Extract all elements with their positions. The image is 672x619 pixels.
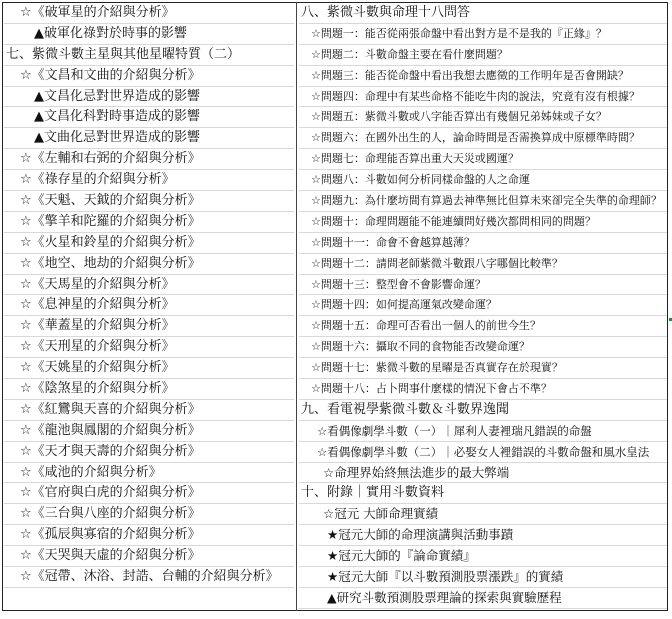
list-item: ☆《華蓋星的介紹與分析》 bbox=[4, 316, 294, 337]
list-item: ☆問題十一：命會不會越算越薄？ bbox=[299, 233, 667, 254]
list-item: ☆《冠帶、沐浴、封誥、台輔的介紹與分析》 bbox=[4, 567, 294, 588]
list-item: ★冠元大師『以斗數預測股票漲跌』的實績 bbox=[299, 567, 667, 588]
list-item: ☆問題十三：整型會不會影響命運？ bbox=[299, 275, 667, 296]
list-item: ▲文昌化忌對世界造成的影響 bbox=[4, 87, 294, 108]
list-item: ☆《咸池的介紹與分析》 bbox=[4, 463, 294, 484]
list-item: ☆《息神星的介紹與分析》 bbox=[4, 295, 294, 316]
list-item: ☆命理界始終無法進步的最大弊端 bbox=[299, 463, 667, 484]
list-item: ☆冠元 大師命理實績 bbox=[299, 504, 667, 525]
list-item: ☆《孤辰與寡宿的介紹與分析》 bbox=[4, 525, 294, 546]
list-item: ☆問題四：命理中有某些命格不能吃牛肉的說法，究竟有沒有根據？ bbox=[299, 87, 667, 108]
list-item: ▲文曲化忌對世界造成的影響 bbox=[4, 128, 294, 149]
section-heading: 十、附錄｜實用斗數資料 bbox=[299, 483, 667, 504]
list-item: ☆問題十八：占卜問事什麼樣的情況下會占不準？ bbox=[299, 379, 667, 400]
list-item: ☆《陰煞星的介紹與分析》 bbox=[4, 379, 294, 400]
list-item: ☆問題三：能否從命盤中看出我想去應徵的工作明年是否會開缺？ bbox=[299, 66, 667, 87]
section-heading: 八、紫微斗數與命理十八問答 bbox=[299, 3, 667, 24]
right-column bbox=[299, 3, 667, 609]
list-item: ☆《三台與八座的介紹與分析》 bbox=[4, 504, 294, 525]
left-column bbox=[4, 3, 294, 588]
list-item: ☆問題七：命理能否算出重大天災或國運？ bbox=[299, 149, 667, 170]
list-item: ☆《天馬星的介紹與分析》 bbox=[4, 275, 294, 296]
list-item: ▲研究斗數預測股票理論的探索與實驗歷程 bbox=[299, 588, 667, 609]
list-item: ☆《天刑星的介紹與分析》 bbox=[4, 337, 294, 358]
list-item: ☆看偶像劇學斗數（二）｜必娶女人裡錯誤的斗數命盤和風水皇法 bbox=[299, 442, 667, 463]
list-item: ☆問題五：紫微斗數或八字能否算出有幾個兄弟姊妹或子女？ bbox=[299, 107, 667, 128]
list-item: ☆《天姚星的介紹與分析》 bbox=[4, 358, 294, 379]
list-item: ☆問題十二：請問老師紫微斗數跟八字哪個比較準？ bbox=[299, 254, 667, 275]
list-item: ☆《龍池與鳳閣的介紹與分析》 bbox=[4, 421, 294, 442]
list-item: ☆問題八：斗數如何分析同樣命盤的人之命運 bbox=[299, 170, 667, 191]
list-item: ★冠元大師的命理演講與活動事蹟 bbox=[299, 525, 667, 546]
list-item: ☆《文昌和文曲的介紹與分析》 bbox=[4, 66, 294, 87]
list-item: ☆問題一：能否從兩張命盤中看出對方是不是我的『正緣』？ bbox=[299, 24, 667, 45]
list-item: ☆《破軍星的介紹與分析》 bbox=[4, 3, 294, 24]
list-item: ☆《天魁、天鉞的介紹與分析》 bbox=[4, 191, 294, 212]
column-divider bbox=[296, 2, 297, 611]
list-item: ▲破軍化祿對於時事的影響 bbox=[4, 24, 294, 45]
list-item: ☆《天才與天壽的介紹與分析》 bbox=[4, 442, 294, 463]
list-item: ☆問題十六：攝取不同的食物能否改變命運？ bbox=[299, 337, 667, 358]
list-item: ☆問題二：斗數命盤主要在看什麼問題？ bbox=[299, 45, 667, 66]
list-item: ☆《天哭與天虛的介紹與分析》 bbox=[4, 546, 294, 567]
section-heading: 七、紫微斗數主星與其他星曜特質（二） bbox=[4, 45, 294, 66]
list-item: ☆《火星和鈴星的介紹與分析》 bbox=[4, 233, 294, 254]
list-item: ☆問題十四：如何提高運氣改變命運？ bbox=[299, 295, 667, 316]
list-item: ☆《祿存星的介紹與分析》 bbox=[4, 170, 294, 191]
list-item: ☆問題九：為什麼坊間有算過去神準無比但算未來卻完全失準的命理師？ bbox=[299, 191, 667, 212]
list-item: ☆問題十七：紫微斗數的星曜是否真實存在於現實？ bbox=[299, 358, 667, 379]
list-item: ▲文昌化科對時事造成的影響 bbox=[4, 107, 294, 128]
list-item: ☆《官府與白虎的介紹與分析》 bbox=[4, 483, 294, 504]
list-item: ☆問題六：在國外出生的人，論命時間是否需換算成中原標準時間？ bbox=[299, 128, 667, 149]
list-item: ☆問題十五：命理可否看出一個人的前世今生？ bbox=[299, 316, 667, 337]
list-item: ☆《地空、地劫的介紹與分析》 bbox=[4, 254, 294, 275]
list-item: ☆《紅鸞與天喜的介紹與分析》 bbox=[4, 400, 294, 421]
list-item: ☆看偶像劇學斗數（一）｜犀利人妻裡瑞凡錯誤的命盤 bbox=[299, 421, 667, 442]
list-item: ☆《左輔和右弼的介紹與分析》 bbox=[4, 149, 294, 170]
list-item: ☆《擎羊和陀羅的介紹與分析》 bbox=[4, 212, 294, 233]
list-item: ★冠元大師的『論命實績』 bbox=[299, 546, 667, 567]
list-item: ☆問題十：命理問題能不能連續問好幾次都問相同的問題？ bbox=[299, 212, 667, 233]
section-heading: 九、看電視學紫微斗數＆斗數界逸聞 bbox=[299, 400, 667, 421]
